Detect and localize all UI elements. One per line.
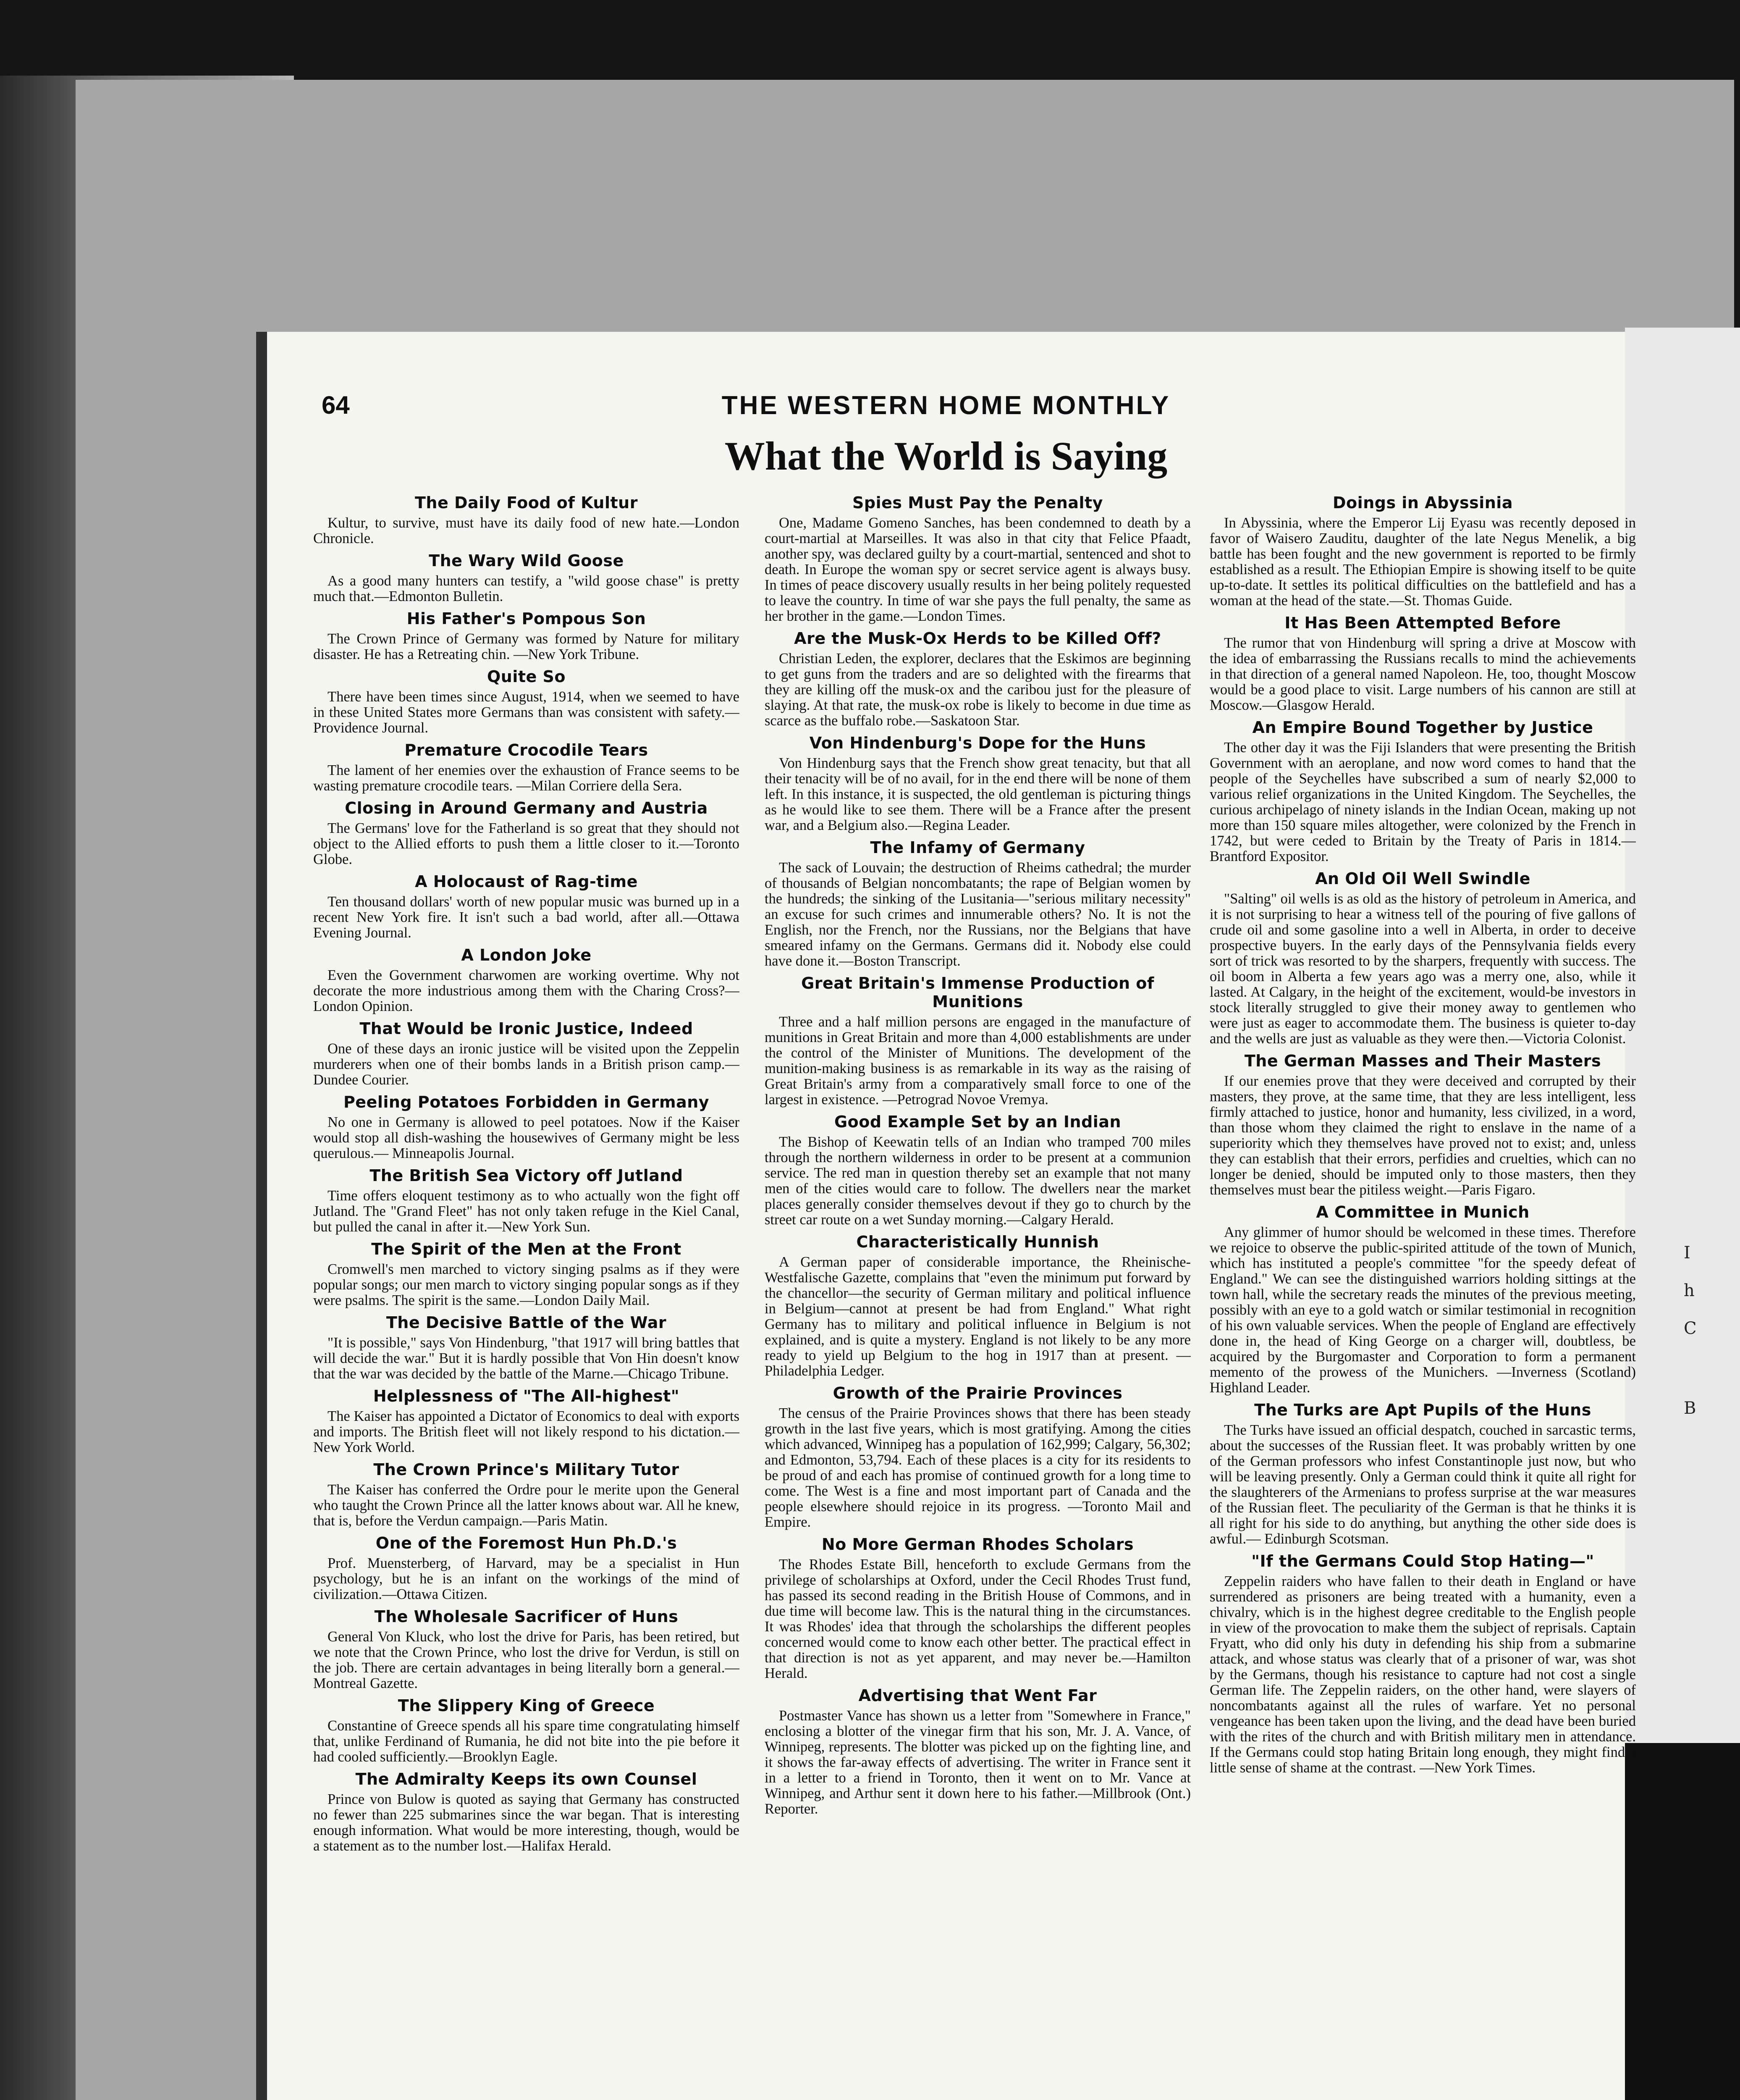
dark-scan-edge (1625, 1743, 1740, 2100)
article-headline: Are the Musk-Ox Herds to be Killed Off? (794, 629, 1161, 648)
article-headline: Von Hindenburg's Dope for the Huns (809, 734, 1146, 752)
article-body: "Salting" oil wells is as old as the history of petroleum in America, and it is not surprising to hear a witness tell of the pouring of five gallons of crude oil and some gasoline into a well in Alberta, in order to deceive prospective buyers. In the early days of the Pennsylvania fields every sort of trick was resorted to by the sharpers, frequently with success. The oil boom in Alberta a few years ago was a merry one, also, while it lasted. At Calgary, in the height of the excitement, would-be investors in stock literally struggled to give their money away to gentlemen who were just as eager to accommodate them. The business is quieter to-day and the wells are just as valuable as they were then.—Victoria Colonist. (1210, 891, 1636, 1047)
article-headline: His Father's Pompous Son (406, 609, 646, 628)
page-header (267, 391, 1625, 428)
article-headline: Growth of the Prairie Provinces (833, 1384, 1123, 1402)
article-body: The Bishop of Keewatin tells of an Indian who tramped 700 miles through the northern wilderness in order to be present at a communion service. The red man in question thereby set an example that not many men of the cities would care to follow. The dwellers near the market places generally consider themselves devout if they go to church by the street car route on a wet Sunday morning.—Calgary Herald. (765, 1134, 1191, 1228)
article-headline: The German Masses and Their Masters (1244, 1052, 1601, 1070)
article (1210, 494, 1636, 609)
article-headline: The Admiralty Keeps its own Counsel (355, 1770, 697, 1788)
article-headline: Closing in Around Germany and Austria (345, 799, 708, 817)
article-headline: The Turks are Apt Pupils of the Huns (1254, 1401, 1591, 1419)
adjacent-page-edge (1625, 328, 1740, 1966)
article-headline: The Daily Food of Kultur (415, 494, 638, 512)
article-body: One of these days an ironic justice will be visited upon the Zeppelin murderers when one of their bombs lands in a British prison camp.—Dundee Courier. (313, 1041, 739, 1088)
article (1210, 1203, 1636, 1396)
article-headline: The Decisive Battle of the War (386, 1313, 667, 1332)
article (1210, 1052, 1636, 1198)
article-body: The Kaiser has appointed a Dictator of Economics to deal with exports and imports. The British fleet will not likely respond to his dictation.—New York World. (313, 1408, 739, 1455)
article-body: The lament of her enemies over the exhaustion of France seems to be wasting premature crocodile tears. —Milan Corriere della Sera. (313, 762, 739, 794)
article-body: "It is possible," says Von Hindenburg, "that 1917 will bring battles that will decide the war." But it is hardly possible that Von Hin doesn't know that the war was decided by the battle of the Marne.—Chicago Tribune. (313, 1335, 739, 1382)
article (765, 629, 1191, 729)
article-headline: Advertising that Went Far (858, 1686, 1097, 1705)
article (313, 1093, 739, 1161)
article-body: If our enemies prove that they were deceived and corrupted by their masters, they prove, at the same time, that they are less intelligent, less firmly attached to justice, honor and humanity, less civilized, in a word, than those whom they claimed the right to enslave in the name of a superiority which they themselves have proved not to exist; and, unless they can establish that their errors, perfidies and cruelties, which can no longer be denied, should be imputed only to those masters, then they themselves must bear the pitiless weight.—Paris Figaro. (1210, 1073, 1636, 1198)
article (765, 1535, 1191, 1681)
article (765, 974, 1191, 1108)
article-headline: Helplessness of "The All-highest" (373, 1387, 680, 1405)
article-headline: The Crown Prince's Military Tutor (373, 1460, 679, 1479)
article-headline: No More German Rhodes Scholars (821, 1535, 1134, 1554)
article-headline: Quite So (487, 667, 566, 686)
article (313, 946, 739, 1014)
article (313, 609, 739, 662)
article (313, 1460, 739, 1529)
article-headline: That Would be Ironic Justice, Indeed (359, 1019, 693, 1038)
article-headline: An Old Oil Well Swindle (1315, 869, 1530, 888)
article-headline: It Has Been Attempted Before (1284, 614, 1561, 632)
article-headline: Spies Must Pay the Penalty (852, 494, 1103, 512)
magazine-title: THE WESTERN HOME MONTHLY (721, 391, 1171, 420)
article-headline: A Committee in Munich (1316, 1203, 1530, 1221)
article-body: The other day it was the Fiji Islanders that were presenting the British Government with an aeroplane, and now word comes to hand that the people of the Seychelles have subscribed a sum of nearly $2,000 to various relief organizations in the United Kingdom. The Seychelles, the curious archipelago of ninety islands in the Indian Ocean, making up not more than 150 square miles altogether, were colonized by the French in 1742, but were ceded to Britain by the Treaty of Paris in 1814.—Brantford Expositor. (1210, 740, 1636, 864)
article (765, 1233, 1191, 1379)
article (313, 872, 739, 941)
article-body: As a good many hunters can testify, a "wild goose chase" is pretty much that.—Edmonton Bulletin. (313, 573, 739, 604)
article-body: Constantine of Greece spends all his spare time congratulating himself that, unlike Ferdinand of Rumania, he did not bite into the pie before it had cooled sufficiently.—Brooklyn Eagle. (313, 1718, 739, 1765)
article (1210, 1401, 1636, 1547)
article (313, 1696, 739, 1765)
article-body: The rumor that von Hindenburg will spring a drive at Moscow with the idea of embarrassing the Russians recalls to mind the achievements in that direction of a general named Napoleon. He, too, thought Moscow would be a good place to visit. Large numbers of his cannon are still at Moscow.—Glasgow Herald. (1210, 635, 1636, 713)
article-body: Von Hindenburg says that the French show great tenacity, but that all their tenacity will be of no avail, for in the end there will be none of them left. In this instance, it is suspected, the old gentleman is picturing things as he would like to see them. There will be a France after the present war, and a Belgium also.—Regina Leader. (765, 755, 1191, 833)
article-body: There have been times since August, 1914, when we seemed to have in these United States more Germans than was consistent with safety.—Providence Journal. (313, 689, 739, 736)
article (1210, 718, 1636, 864)
article-body: Time offers eloquent testimony as to who actually won the fight off Jutland. The "Grand Fleet" has not only taken refuge in the Kiel Canal, but pulled the canal in after it.—New York Sun. (313, 1188, 739, 1235)
article-headline: A London Joke (461, 946, 592, 964)
article-headline: The Infamy of Germany (870, 838, 1085, 857)
article (313, 741, 739, 794)
margin-mark: C (1684, 1319, 1697, 1338)
article (765, 838, 1191, 969)
margin-mark: h (1684, 1281, 1695, 1300)
article-body: No one in Germany is allowed to peel potatoes. Now if the Kaiser would stop all dish-washing the housewives of Germany might be less querulous.— Minneapolis Journal. (313, 1114, 739, 1161)
article (765, 1113, 1191, 1228)
article-body: Ten thousand dollars' worth of new popular music was burned up in a recent New York fire. It isn't such a bad world, after all.—Ottawa Evening Journal. (313, 894, 739, 941)
article-body: The Germans' love for the Fatherland is so great that they should not object to the Allied efforts to push them a little closer to it.—Toronto Globe. (313, 820, 739, 867)
article-body: General Von Kluck, who lost the drive for Paris, has been retired, but we note that the Crown Prince, who lost the drive for Verdun, is still on the job. There are certain advantages in being literally born a general.—Montreal Gazette. (313, 1629, 739, 1691)
article (313, 551, 739, 604)
article (313, 799, 739, 867)
article-headline: The Slippery King of Greece (398, 1696, 655, 1715)
article (1210, 614, 1636, 713)
article (313, 1770, 739, 1854)
column-middle (765, 494, 1191, 2100)
article (313, 1019, 739, 1088)
article-body: The census of the Prairie Provinces shows that there has been steady growth in the last five years, which is most gratifying. Among the cities which advanced, Winnipeg has a population of 162,999; Calgary, 56,302; and Edmonton, 53,794. Each of these places is a city for its residents to be proud of and each has promise of continued growth for a long time to come. The West is a fine and most important part of Canada and the people elsewhere should rejoice in its progress. —Toronto Mail and Empire. (765, 1405, 1191, 1530)
article-headline: Peeling Potatoes Forbidden in Germany (343, 1093, 710, 1111)
column-right (1210, 494, 1636, 2100)
article-body: One, Madame Gomeno Sanches, has been condemned to death by a court-martial at Marseilles. It was also in that city that Felice Pfaadt, another spy, was declared guilty by a court-martial, sentenced and shot to death. In Europe the woman spy or secret service agent is always busy. In times of peace discovery usually results in her being politely requested to leave the country. In time of war she pays the full penalty, the same as her brother in the game.—London Times. (765, 515, 1191, 624)
article-body: A German paper of considerable importance, the Rheinische-Westfalische Gazette, complains that "even the minimum put forward by the chancellor—the security of German military and political influence in Belgium—cannot at present be had from England." What right Germany has to military and political influence in Belgium is not explained, and is quite a mystery. England is not likely to be any more ready to yield up Belgium to the hog in 1917 than at present. —Philadelphia Ledger. (765, 1254, 1191, 1379)
article (313, 1166, 739, 1235)
article-headline: Premature Crocodile Tears (404, 741, 648, 759)
article-body: Prof. Muensterberg, of Harvard, may be a specialist in Hun psychology, but he is an infant on the workings of the mind of civilization.—Ottawa Citizen. (313, 1555, 739, 1602)
article (765, 1686, 1191, 1817)
article-headline: The Spirit of the Men at the Front (371, 1240, 681, 1258)
article-body: Christian Leden, the explorer, declares that the Eskimos are beginning to get guns from the traders and are so delighted with the firearms that they are killing off the musk-ox and the caribou just for the pleasure of slaying. At that rate, the musk-ox robe is likely to become in due time as scarce as the buffalo robe.—Saskatoon Star. (765, 651, 1191, 729)
article (765, 1384, 1191, 1530)
article-headline: Doings in Abyssinia (1333, 494, 1513, 512)
article-headline: The British Sea Victory off Jutland (369, 1166, 683, 1185)
article-headline: Great Britain's Immense Production of Munitions (801, 974, 1154, 1011)
article-body: The Crown Prince of Germany was formed by Nature for military disaster. He has a Retreating chin. —New York Tribune. (313, 631, 739, 662)
magazine-page (256, 332, 1636, 2100)
article-body: The sack of Louvain; the destruction of Rheims cathedral; the murder of thousands of Belgian noncombatants; the rape of Belgian women by the hundreds; the sinking of the Lusitania—"serious military necessity" an excuse for such crimes and innumerable others? No. It is not the English, nor the French, nor the Russians, nor the Belgians that have smeared infamy on the Germans. Germans did it. Nobody else could have done it.—Boston Transcript. (765, 860, 1191, 969)
article (765, 494, 1191, 624)
column-left (313, 494, 739, 2100)
article-body: The Kaiser has conferred the Ordre pour le merite upon the General who taught the Crown Prince all the latter knows about war. All he knew, that is, before the Verdun campaign.—Paris Matin. (313, 1482, 739, 1529)
article (1210, 1552, 1636, 1776)
article-body: Prince von Bulow is quoted as saying that Germany has constructed no fewer than 225 submarines since the war began. That is interesting enough information. What would be more interesting, though, would be a statement as to the number lost.—Halifax Herald. (313, 1791, 739, 1854)
article (765, 734, 1191, 833)
article (313, 1607, 739, 1691)
article (1210, 869, 1636, 1047)
article-headline: One of the Foremost Hun Ph.D.'s (375, 1534, 677, 1552)
article (313, 1313, 739, 1382)
article (313, 1240, 739, 1308)
article-headline: The Wholesale Sacrificer of Huns (374, 1607, 679, 1626)
article-body: Three and a half million persons are engaged in the manufacture of munitions in Great Britain and more than 4,000 establishments are under the control of the Minister of Munitions. The development of the munition-making business is as remarkable in its way as the raising of Great Britain's army from a comparatively small force to one of the largest in existence. —Petrograd Novoe Vremya. (765, 1014, 1191, 1108)
article-body: The Rhodes Estate Bill, henceforth to exclude Germans from the privilege of scholarships at Oxford, under the Cecil Rhodes Trust fund, has passed its second reading in the British House of Commons, and in due time will become law. This is the natural thing in the circumstances. It was Rhodes' idea that through the scholarships the different peoples concerned would come to know each other better. The practical effect in that direction is not as yet apparent, and may never be.—Hamilton Herald. (765, 1557, 1191, 1681)
article-body: Zeppelin raiders who have fallen to their death in England or have surrendered as prisoners are being treated with a humanity, even a chivalry, which is in the highest degree creditable to the English people in view of the provocation to make them the subject of reprisals. Captain Fryatt, who did only his duty in defending his ship from a submarine attack, and whose status was clearly that of a prisoner of war, was shot by the Germans, though his resistance to capture had not cost a single German life. The Zeppelin raiders, on the other hand, were slayers of noncombatants against all the rules of warfare. Yet no personal vengeance has been taken upon the living, and the dead have been buried with the rites of the church and with British military men in attendance. If the Germans could stop hating Britain long enough, they might find a little sense of shame at the contrast. —New York Times. (1210, 1573, 1636, 1776)
article-headline: The Wary Wild Goose (429, 551, 624, 570)
article-body: The Turks have issued an official despatch, couched in sarcastic terms, about the successes of the Russian fleet. It was probably written by one of the German professors who infest Constantinople just now, but who will be leaving presently. Only a German could think it quite all right for the slaughterers of the Armenians to profess surprise at the war measures of the Russian fleet. The peculiarity of the German is that he thinks it is all right for his side to do anything, but anything the other side does is awful.— Edinburgh Scotsman. (1210, 1422, 1636, 1547)
article-headline: An Empire Bound Together by Justice (1252, 718, 1593, 737)
article (313, 1534, 739, 1602)
article-headline: Characteristically Hunnish (856, 1233, 1099, 1251)
article-body: Even the Government charwomen are working overtime. Why not decorate the more industrious among them with the Charing Cross?—London Opinion. (313, 967, 739, 1014)
article-body: Cromwell's men marched to victory singing psalms as if they were popular songs; our men march to victory singing popular songs as if they were psalms. The spirit is the same.—London Daily Mail. (313, 1261, 739, 1308)
article-body: In Abyssinia, where the Emperor Lij Eyasu was recently deposed in favor of Waisero Zauditu, daughter of the late Negus Menelik, a big battle has been fought and the new government is reported to be firmly established as a result. The Ethiopian Empire is showing itself to be quite up-to-date. It settles its political difficulties on the battlefield and has a woman at the head of the state.—St. Thomas Guide. (1210, 515, 1636, 609)
article-headline: A Holocaust of Rag-time (415, 872, 638, 891)
margin-mark: B (1684, 1399, 1696, 1418)
article-body: Kultur, to survive, must have its daily food of new hate.—London Chronicle. (313, 515, 739, 546)
page-number: 64 (322, 391, 350, 419)
article-body: Postmaster Vance has shown us a letter from "Somewhere in France," enclosing a blotter of the vinegar firm that his son, Mr. J. A. Vance, of Winnipeg, represents. The blotter was picked up on the fighting line, and it shows the far-away effects of advertising. The writer in France sent it in a letter to a friend in Toronto, then it went on to Mr. Vance at Winnipeg, and Arthur sent it down here to his father.—Millbrook (Ont.) Reporter. (765, 1708, 1191, 1817)
article-headline: Good Example Set by an Indian (834, 1113, 1122, 1131)
section-title: What the World is Saying (724, 433, 1168, 478)
margin-mark: I (1684, 1243, 1690, 1263)
article (313, 1387, 739, 1455)
article (313, 667, 739, 736)
article (313, 494, 739, 546)
article-headline: "If the Germans Could Stop Hating—" (1251, 1552, 1594, 1570)
article-body: Any glimmer of humor should be welcomed in these times. Therefore we rejoice to observe the public-spirited attitude of the town of Munich, which has instituted a people's committee "for the speedy defeat of England." We can see the distinguished warriors holding sittings at the town hall, while the secretary reads the minutes of the previous meeting, possibly with an eye to a gold watch or similar testimonial in recognition of his own valuable services. When the people of England are effectively done in, the head of King George on a charger will, doubtless, be acquired by the Burgomaster and Corporation to form a permanent memento of the prowess of the Munichers. —Inverness (Scotland) Highland Leader. (1210, 1224, 1636, 1396)
